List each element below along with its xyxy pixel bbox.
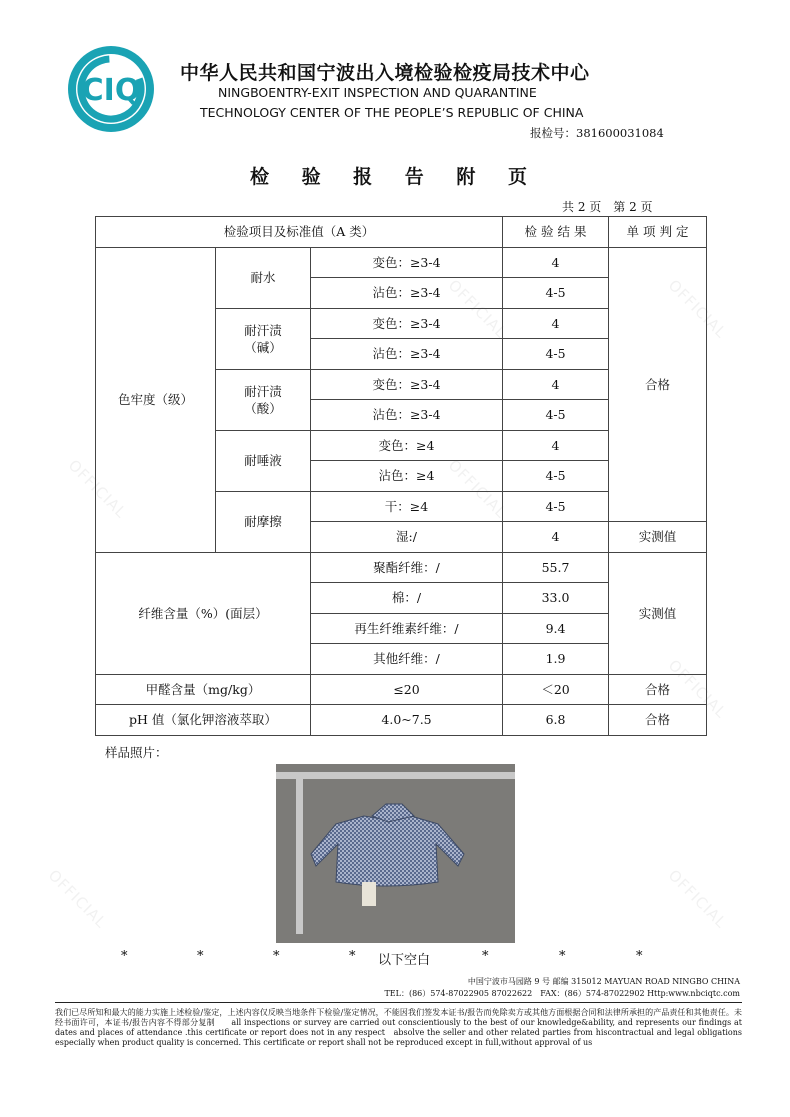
result-cell: 4-5 <box>503 400 609 431</box>
report-number: 报检号：381600031084 <box>530 126 664 140</box>
page-info: 共 2 页 第 2 页 <box>562 200 653 214</box>
group-name: 耐唾液 <box>216 430 311 491</box>
star-mark: * <box>349 949 356 964</box>
color-fastness-label: 色牢度（级） <box>96 247 216 552</box>
document-title: 检 验 报 告 附 页 <box>249 166 541 188</box>
formaldehyde-label: 甲醛含量（mg/kg） <box>96 674 311 705</box>
fiber-judgement: 实测值 <box>609 552 707 674</box>
institution-name-en-2: TECHNOLOGY CENTER OF THE PEOPLE’S REPUBLIC OF CHINA <box>200 105 584 120</box>
sample-photo <box>276 764 515 943</box>
footer-divider <box>55 1002 742 1003</box>
result-cell: 4 <box>503 247 609 278</box>
ph-judgement: 合格 <box>609 705 707 736</box>
ciq-logo <box>66 44 156 134</box>
contact-info: TEL：(86）574-87022905 87022622 FAX：(86）574-87022902 Http:www.nbciqtc.com <box>384 989 740 998</box>
result-cell: 9.4 <box>503 613 609 644</box>
result-cell: 4-5 <box>503 491 609 522</box>
result-cell: 4 <box>503 308 609 339</box>
group-name: 耐水 <box>216 247 311 308</box>
std-cell: 沾色：≥3-4 <box>311 278 503 309</box>
std-cell: 沾色：≥3-4 <box>311 400 503 431</box>
std-cell: 变色：≥3-4 <box>311 247 503 278</box>
star-mark: * <box>482 949 489 964</box>
group-name <box>216 308 311 369</box>
result-cell: 4 <box>503 522 609 553</box>
inspection-results-table <box>95 216 707 736</box>
disclaimer: 我们已尽所知和最大的能力实施上述检验/鉴定，上述内容仅反映当地条件下检验/鉴定情况，不能因我们签发本证书/报告而免除卖方或其他方面根据合同和法律所承担的产品责任和其他责任。未经书面许可，本证书/报告内容不得部分复制 all inspections or survey are carried out conscientiously to the best of our knowledge&ability, and represents our findings at dates and places of attendance .this certificate or report does not in any respect absolve the seller and other related parties from hiscontractual and legal obligations especially when product quality is concerned. This certificate or report shall not be reproduced except in full,without approval of us <box>55 1008 742 1047</box>
watermark-layer: OFFICIAL OFFICIAL OFFICIAL OFFICIAL OFFICIAL OFFICIAL OFFICIAL <box>44 276 731 932</box>
std-cell: 变色：≥3-4 <box>311 369 503 400</box>
color-fastness-judgement: 合格 <box>609 247 707 522</box>
fiber-label: 纤维含量（%）(面层） <box>96 552 311 674</box>
result-cell: 4 <box>503 430 609 461</box>
formaldehyde-judgement: 合格 <box>609 674 707 705</box>
result-cell: 55.7 <box>503 552 609 583</box>
table-row <box>96 705 707 736</box>
group-name <box>216 369 311 430</box>
std-cell: 4.0~7.5 <box>311 705 503 736</box>
std-cell: 再生纤维素纤维：/ <box>311 613 503 644</box>
address: 中国宁波市马园路 9 号 邮编 315012 MAYUAN ROAD NINGBO CHINA <box>467 977 740 986</box>
std-cell: 沾色：≥4 <box>311 461 503 492</box>
star-mark: * <box>197 949 204 964</box>
star-mark: * <box>636 949 643 964</box>
std-cell: 其他纤维：/ <box>311 644 503 675</box>
std-cell: ≤20 <box>311 674 503 705</box>
photo-label: 样品照片： <box>105 745 168 760</box>
std-cell: 变色：≥4 <box>311 430 503 461</box>
std-cell: 干：≥4 <box>311 491 503 522</box>
ph-label: pH 值（氯化钾溶液萃取） <box>96 705 311 736</box>
table-row <box>96 552 707 583</box>
star-mark: * <box>121 949 128 964</box>
result-cell: 1.9 <box>503 644 609 675</box>
header-judgement: 单 项 判 定 <box>609 217 707 248</box>
institution-name-en-1: NINGBOENTRY-EXIT INSPECTION AND QUARANTINE <box>218 85 537 100</box>
result-cell: 4 <box>503 369 609 400</box>
result-cell: 33.0 <box>503 583 609 614</box>
group-name: 耐摩擦 <box>216 491 311 552</box>
result-cell: 4-5 <box>503 278 609 309</box>
group-name-text: 耐汗渍 （碱） <box>244 322 282 355</box>
star-mark: * <box>273 949 280 964</box>
std-cell: 变色：≥3-4 <box>311 308 503 339</box>
table-row <box>96 674 707 705</box>
blank-line <box>0 949 790 967</box>
header-result: 检 验 结 果 <box>503 217 609 248</box>
std-cell: 聚酯纤维：/ <box>311 552 503 583</box>
std-cell: 沾色：≥3-4 <box>311 339 503 370</box>
wet-rub-judgement: 实测值 <box>609 522 707 553</box>
star-mark: * <box>559 949 566 964</box>
table-row <box>96 247 707 278</box>
header-item: 检验项目及标准值（A 类） <box>96 217 503 248</box>
std-cell: 棉：/ <box>311 583 503 614</box>
result-cell: 4-5 <box>503 339 609 370</box>
result-cell: ＜20 <box>503 674 609 705</box>
table-header-row <box>96 217 707 248</box>
result-cell: 4-5 <box>503 461 609 492</box>
blank-text: 以下空白 <box>378 953 431 968</box>
logo-text: CIQ <box>81 73 141 108</box>
result-cell: 6.8 <box>503 705 609 736</box>
institution-name-cn: 中华人民共和国宁波出入境检验检疫局技术中心 <box>180 62 590 84</box>
std-cell: 湿:/ <box>311 522 503 553</box>
group-name-text: 耐汗渍 （酸） <box>244 383 282 416</box>
